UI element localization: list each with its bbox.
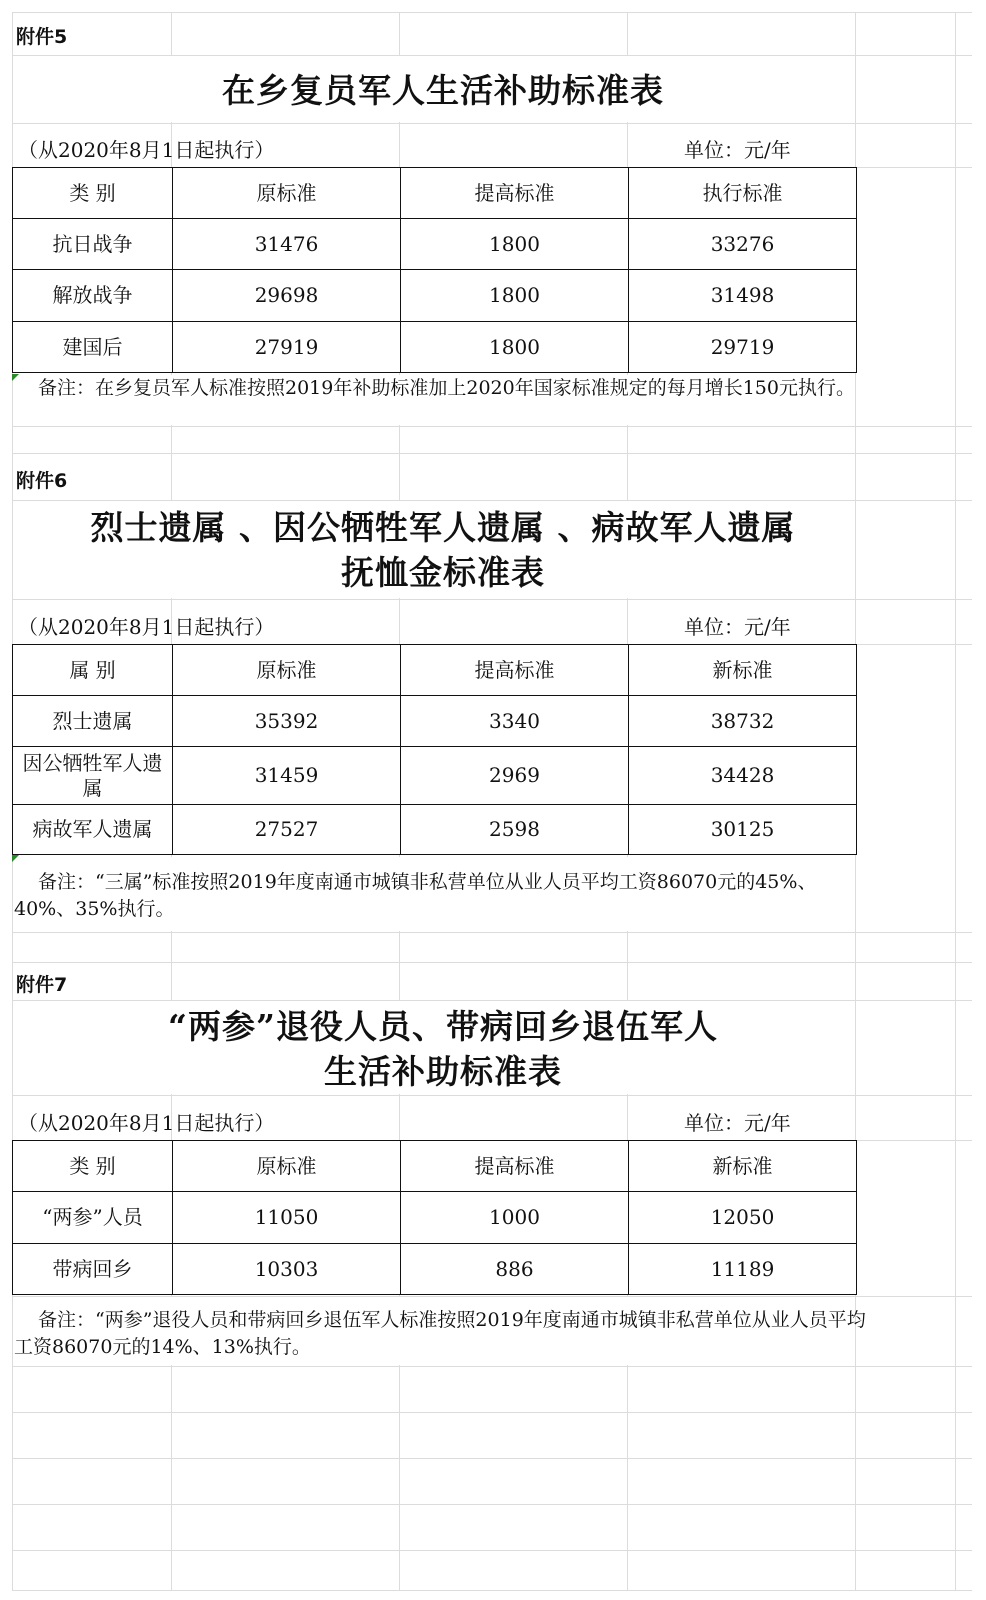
effective-date: （从2020年8月1日起执行） [18, 138, 275, 162]
gridline [12, 123, 972, 124]
category-cell: “两参”人员 [13, 1192, 173, 1244]
header-cell: 执行标准 [629, 168, 857, 219]
title-line: 烈士遗属 、因公牺牲军人遗属 、病故军人遗属 [90, 508, 796, 547]
table-row [13, 1244, 857, 1295]
gridline [12, 1095, 972, 1096]
gridline [12, 1458, 972, 1459]
category-cell: 解放战争 [13, 270, 173, 322]
title-line: 在乡复员军人生活补助标准表 [222, 71, 664, 110]
footnote: 备注：“三属”标准按照2019年度南通市城镇非私营单位从业人员平均工资86070元的45%、40%、35%执行。 [14, 871, 817, 920]
attachment-label: 附件5 [16, 26, 68, 48]
value-cell: 2598 [401, 805, 629, 855]
gridline [12, 599, 972, 600]
category-cell: 因公牺牲军人遗属 [13, 747, 173, 805]
gridline [12, 1504, 972, 1505]
value-cell: 35392 [173, 696, 401, 747]
value-cell: 11189 [629, 1244, 857, 1295]
value-cell: 30125 [629, 805, 857, 855]
gridline [955, 12, 956, 1590]
header-cell: 原标准 [173, 168, 401, 219]
value-cell: 1000 [401, 1192, 629, 1244]
category-cell: 带病回乡 [13, 1244, 173, 1295]
gridline [12, 1412, 972, 1413]
value-cell: 31476 [173, 219, 401, 270]
value-cell: 886 [401, 1244, 629, 1295]
value-cell: 1800 [401, 270, 629, 322]
attachment-label: 附件6 [16, 470, 68, 492]
table-row [13, 219, 857, 270]
gridline [12, 453, 972, 454]
category-cell: 病故军人遗属 [13, 805, 173, 855]
attachment-label: 附件7 [16, 974, 68, 996]
value-cell: 29698 [173, 270, 401, 322]
title-line: 抚恤金标准表 [341, 553, 545, 592]
table-row [13, 805, 857, 855]
unit-label: 单位：元/年 [684, 1111, 791, 1135]
header-cell: 提高标准 [401, 645, 629, 696]
standards-table [12, 644, 857, 855]
table-row [13, 270, 857, 322]
header-cell: 提高标准 [401, 1141, 629, 1192]
value-cell: 29719 [629, 322, 857, 373]
header-cell: 原标准 [173, 1141, 401, 1192]
value-cell: 38732 [629, 696, 857, 747]
value-cell: 1800 [401, 219, 629, 270]
value-cell: 27527 [173, 805, 401, 855]
gridline [12, 932, 972, 933]
value-cell: 33276 [629, 219, 857, 270]
unit-label: 单位：元/年 [684, 615, 791, 639]
gridline [12, 1550, 972, 1551]
category-cell: 建国后 [13, 322, 173, 373]
category-cell: 抗日战争 [13, 219, 173, 270]
value-cell: 27919 [173, 322, 401, 373]
title-line: 生活补助标准表 [324, 1052, 562, 1091]
table-title [12, 505, 874, 595]
value-cell: 34428 [629, 747, 857, 805]
unit-label: 单位：元/年 [684, 138, 791, 162]
table-header-row [13, 168, 857, 219]
title-line: “两参”退役人员、带病回乡退伍军人 [168, 1007, 718, 1046]
header-cell: 新标准 [629, 645, 857, 696]
header-cell: 属 别 [13, 645, 173, 696]
effective-date: （从2020年8月1日起执行） [18, 615, 275, 639]
footnote: 备注：在乡复员军人标准按照2019年补助标准加上2020年国家标准规定的每月增长150元执行。 [38, 377, 855, 399]
table-row [13, 696, 857, 747]
table-header-row [13, 645, 857, 696]
header-cell: 原标准 [173, 645, 401, 696]
table-title [12, 1004, 874, 1094]
value-cell: 3340 [401, 696, 629, 747]
gridline [12, 962, 972, 963]
value-cell: 1800 [401, 322, 629, 373]
table-row [13, 1192, 857, 1244]
gridline [12, 426, 972, 427]
value-cell: 31498 [629, 270, 857, 322]
value-cell: 11050 [173, 1192, 401, 1244]
standards-table [12, 1140, 857, 1295]
gridline [12, 1366, 972, 1367]
table-row [13, 747, 857, 805]
header-cell: 类 别 [13, 1141, 173, 1192]
value-cell: 31459 [173, 747, 401, 805]
table-title [12, 68, 874, 113]
category-cell: 烈士遗属 [13, 696, 173, 747]
gridline [12, 12, 972, 13]
table-row [13, 322, 857, 373]
cell-comment-marker [12, 855, 19, 862]
value-cell: 10303 [173, 1244, 401, 1295]
header-cell: 新标准 [629, 1141, 857, 1192]
value-cell: 12050 [629, 1192, 857, 1244]
gridline [12, 1590, 972, 1591]
effective-date: （从2020年8月1日起执行） [18, 1111, 275, 1135]
standards-table [12, 167, 857, 373]
header-cell: 类 别 [13, 168, 173, 219]
value-cell: 2969 [401, 747, 629, 805]
footnote: 备注：“两参”退役人员和带病回乡退伍军人标准按照2019年度南通市城镇非私营单位从业人员平均工资86070元的14%、13%执行。 [14, 1309, 866, 1358]
header-cell: 提高标准 [401, 168, 629, 219]
table-header-row [13, 1141, 857, 1192]
